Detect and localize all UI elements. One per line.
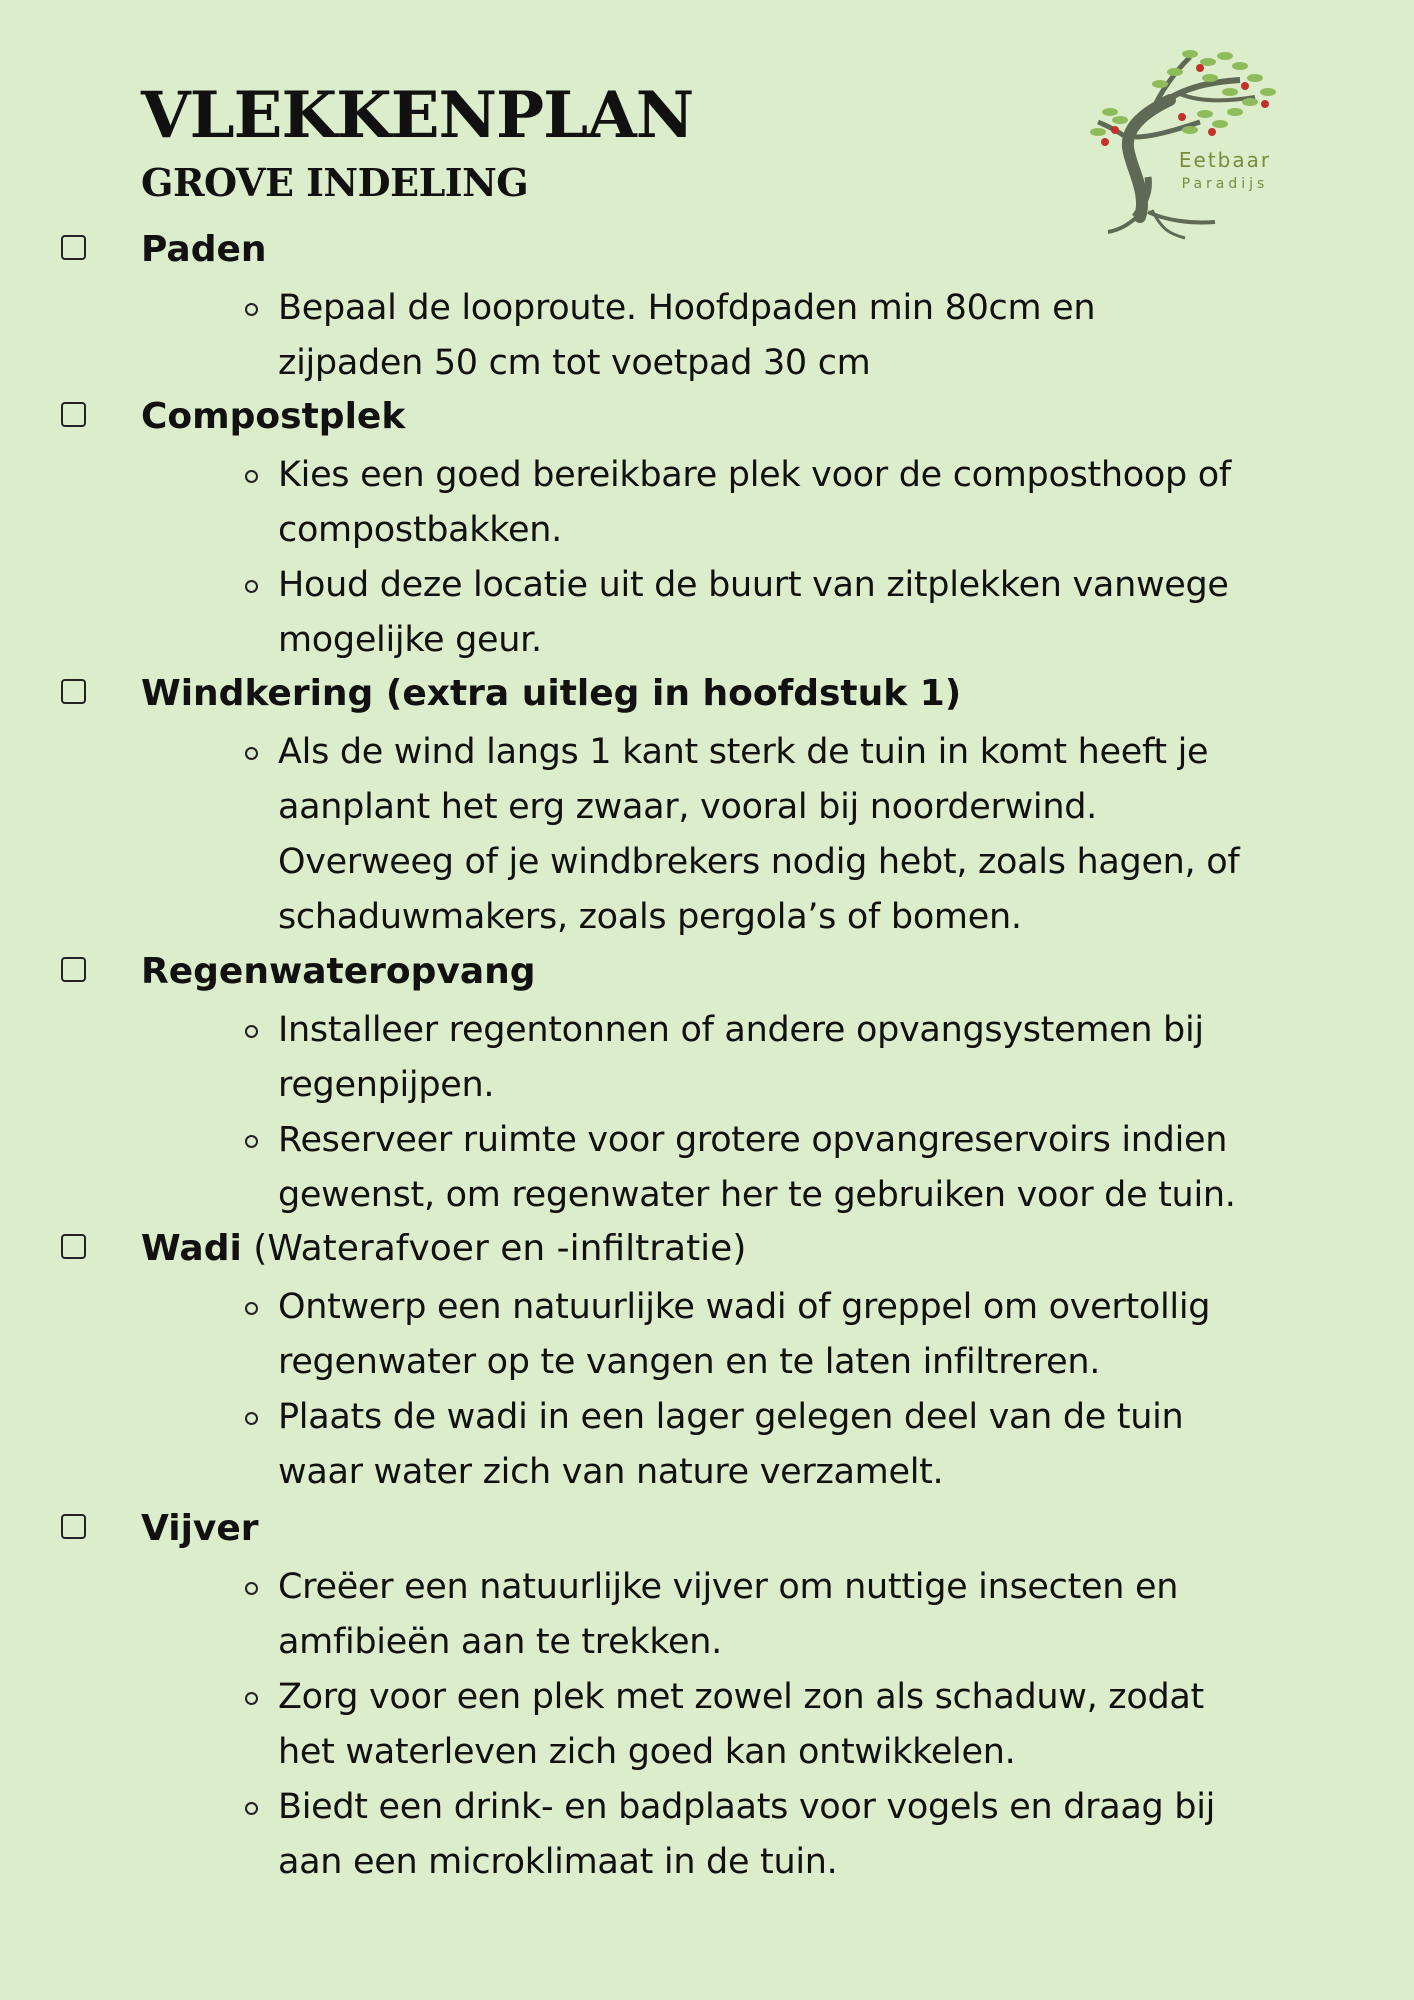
section-heading — [141, 947, 536, 997]
list-item — [0, 448, 1378, 558]
list-item — [0, 1560, 1378, 1670]
bullet-list — [0, 281, 1378, 391]
bullet-line: aan een microklimaat in de tuin. — [278, 1842, 838, 1882]
bullet-line: compostbakken. — [278, 510, 562, 550]
bullet-circle-icon — [245, 1302, 258, 1315]
bullet-line: Overweeg of je windbrekers nodig hebt, zoals hagen, of — [278, 842, 1240, 882]
bullet-circle-icon — [245, 470, 258, 483]
list-item — [0, 1670, 1378, 1780]
list-item — [0, 1390, 1378, 1500]
bullet-line: aanplant het erg zwaar, vooral bij noorderwind. — [278, 787, 1097, 827]
bullet-circle-icon — [245, 1802, 258, 1815]
bullet-list — [0, 1560, 1378, 1890]
bullet-line: Als de wind langs 1 kant sterk de tuin in komt heeft je — [278, 732, 1209, 772]
bullet-line: Reserveer ruimte voor grotere opvangreservoirs indien — [278, 1120, 1228, 1160]
bullet-circle-icon — [245, 580, 258, 593]
bullet-circle-icon — [245, 303, 258, 316]
bullet-line: Ontwerp een natuurlijke wadi of greppel om overtollig — [278, 1287, 1211, 1327]
heading-label: Paden — [141, 229, 267, 270]
checkbox-vijver[interactable] — [61, 1514, 86, 1539]
bullet-line: gewenst, om regenwater her te gebruiken voor de tuin. — [278, 1175, 1236, 1215]
heading-label: Windkering (extra uitleg in hoofdstuk 1) — [141, 673, 962, 714]
bullet-circle-icon — [245, 1692, 258, 1705]
list-item — [0, 1003, 1378, 1113]
section-heading — [141, 392, 405, 442]
bullet-line: Kies een goed bereikbare plek voor de composthoop of — [278, 455, 1231, 495]
checkbox-windkering[interactable] — [61, 679, 86, 704]
bullet-list — [0, 1280, 1378, 1500]
bullet-list — [0, 448, 1378, 668]
bullet-line: het waterleven zich goed kan ontwikkelen. — [278, 1732, 1016, 1772]
bullet-line: regenpijpen. — [278, 1065, 495, 1105]
bullet-circle-icon — [245, 1412, 258, 1425]
bullet-circle-icon — [245, 1025, 258, 1038]
list-item — [0, 1280, 1378, 1390]
checkbox-wadi[interactable] — [61, 1234, 86, 1259]
list-item — [0, 725, 1378, 945]
bullet-line: Installeer regentonnen of andere opvangsystemen bij — [278, 1010, 1204, 1050]
heading-label: Vijver — [141, 1508, 259, 1549]
bullet-circle-icon — [245, 747, 258, 760]
list-item — [0, 558, 1378, 668]
bullet-line: Biedt een drink- en badplaats voor vogels en draag bij — [278, 1787, 1216, 1827]
list-item — [0, 281, 1378, 391]
logo-text-paradijs: Paradijs — [1181, 176, 1269, 192]
bullet-circle-icon — [245, 1582, 258, 1595]
bullet-line: amfibieën aan te trekken. — [278, 1622, 722, 1662]
bullet-line: Creëer een natuurlijke vijver om nuttige insecten en — [278, 1567, 1179, 1607]
bullet-circle-icon — [245, 1135, 258, 1148]
page-title: VLEKKENPLAN — [141, 78, 694, 153]
list-item — [0, 1113, 1378, 1223]
bullet-line: Zorg voor een plek met zowel zon als schaduw, zodat — [278, 1677, 1204, 1717]
bullet-line: Plaats de wadi in een lager gelegen deel van de tuin — [278, 1397, 1184, 1437]
bullet-line: Houd deze locatie uit de buurt van zitplekken vanwege — [278, 565, 1229, 605]
heading-label: Regenwateropvang — [141, 951, 536, 992]
heading-label: Wadi — [141, 1228, 242, 1269]
section-heading — [141, 669, 961, 719]
checkbox-compostplek[interactable] — [61, 402, 86, 427]
bullet-line: regenwater op te vangen en te laten infiltreren. — [278, 1342, 1101, 1382]
section-heading — [141, 1224, 746, 1274]
section-heading — [141, 1504, 259, 1554]
bullet-line: zijpaden 50 cm tot voetpad 30 cm — [278, 343, 871, 383]
list-item — [0, 1780, 1378, 1890]
bullet-line: Bepaal de looproute. Hoofdpaden min 80cm en — [278, 288, 1096, 328]
section-heading — [141, 225, 267, 275]
checkbox-regenwateropvang[interactable] — [61, 957, 86, 982]
bullet-line: schaduwmakers, zoals pergola’s of bomen. — [278, 897, 1022, 937]
tree-logo-icon — [1090, 42, 1295, 242]
bullet-list — [0, 725, 1378, 945]
bullet-line: mogelijke geur. — [278, 620, 542, 660]
page-subtitle: GROVE INDELING — [141, 160, 529, 205]
bullet-list — [0, 1003, 1378, 1223]
heading-note: (Waterafvoer en -infiltratie) — [241, 1228, 747, 1269]
heading-label: Compostplek — [141, 396, 406, 437]
bullet-line: waar water zich van nature verzamelt. — [278, 1452, 944, 1492]
logo-text-eetbaar: Eetbaar — [1178, 148, 1272, 172]
checkbox-paden[interactable] — [61, 235, 86, 260]
